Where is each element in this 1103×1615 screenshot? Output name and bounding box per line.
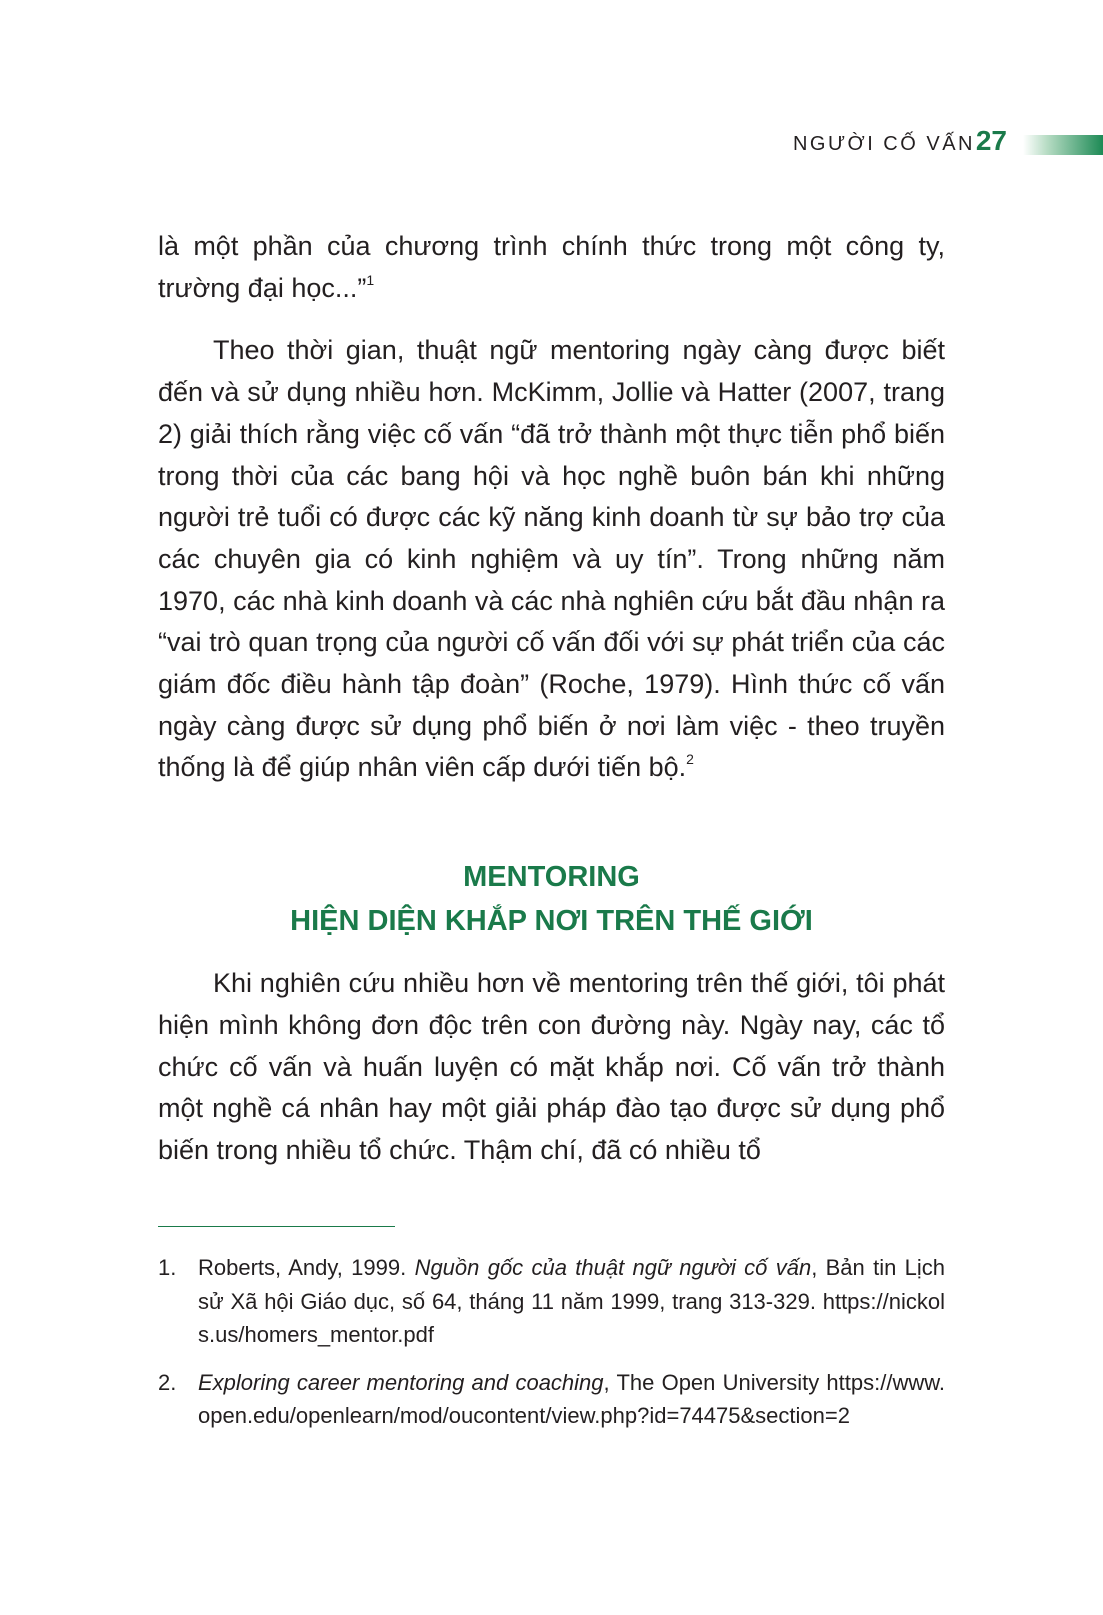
- section-heading-line-1: MENTORING: [463, 861, 640, 894]
- running-title: NGƯỜI CỐ VẤN: [792, 133, 975, 155]
- running-header: [0, 124, 1103, 164]
- paragraph-continued: [158, 226, 945, 309]
- footnotes: [158, 1251, 945, 1447]
- paragraph-history: [158, 330, 945, 789]
- footnote-number: 2.: [158, 1369, 177, 1395]
- paragraph-text: là một phần của chương trình chính thức trong một công ty, trường đại học...”: [158, 231, 945, 303]
- footnote-source: , Bản tin Lịch sử Xã hội Giáo dục, số 64, tháng 11 năm 1999, trang 313-329.: [198, 1255, 945, 1314]
- page-number: 27: [975, 125, 1007, 156]
- body-text: [158, 226, 945, 1172]
- paragraph-worldwide: Khi nghiên cứu nhiều hơn về mentoring trên thế giới, tôi phát hiện mình không đơn độc trên con đường này. Ngày nay, các tổ chức cố vấn và huấn luyện có mặt khắp nơi. Cố vấn trở thành một nghề cá nhân hay một giải pháp đào tạo được sử dụng phổ biến trong nhiều tổ chức. Thậm chí, đã có nhiều tổ: [158, 968, 945, 1165]
- footnote-ref-2[interactable]: 2: [686, 751, 694, 768]
- footnote-ref-1[interactable]: 1: [366, 271, 375, 288]
- section-heading: [158, 855, 945, 943]
- footnote-source: , The Open University: [603, 1369, 827, 1395]
- footnote-url[interactable]: https://nickols.us/homers_mentor.pdf: [198, 1288, 945, 1347]
- footnote-title: Nguồn gốc của thuật ngữ người cố vấn: [414, 1255, 812, 1280]
- footnote-text: [198, 1251, 945, 1352]
- footnote-divider: [158, 1226, 395, 1227]
- paragraph-text: Theo thời gian, thuật ngữ mentoring ngày càng được biết đến và sử dụng nhiều hơn. McKimm, Jollie và Hatter (2007, trang 2) giải thích rằng việc cố vấn “đã trở thành một thực tiễn phổ biến trong thời của các bang hội và học nghề buôn bán khi những người trẻ tuổi có được các kỹ năng kinh doanh từ sự bảo trợ của các chuyên gia có kinh nghiệm và uy tín”. Trong những năm 1970, các nhà kinh doanh và các nhà nghiên cứu bắt đầu nhận ra “vai trò quan trọng của người cố vấn đối với sự phát triển của các giám đốc điều hành tập đoàn” (Roche, 1979). Hình thức cố vấn ngày càng được sử dụng phổ biến ở nơi làm việc - theo truyền thống là để giúp nhân viên cấp dưới tiến bộ.: [158, 335, 945, 783]
- footnote-text: [198, 1366, 945, 1433]
- section-heading-line-2: HIỆN DIỆN KHẮP NƠI TRÊN THẾ GIỚI: [290, 905, 813, 938]
- footnote-author: Roberts, Andy, 1999.: [198, 1255, 415, 1280]
- footnote-number: 1.: [158, 1255, 177, 1280]
- header-accent-bar: [1023, 135, 1103, 155]
- footnote-title: Exploring career mentoring and coaching: [198, 1369, 604, 1395]
- footnote-url[interactable]: https://www.open.edu/openlearn/mod/oucontent/view.php?id=74475&section=2: [198, 1369, 945, 1428]
- footnote-2: [158, 1366, 945, 1433]
- footnote-1: [158, 1251, 945, 1352]
